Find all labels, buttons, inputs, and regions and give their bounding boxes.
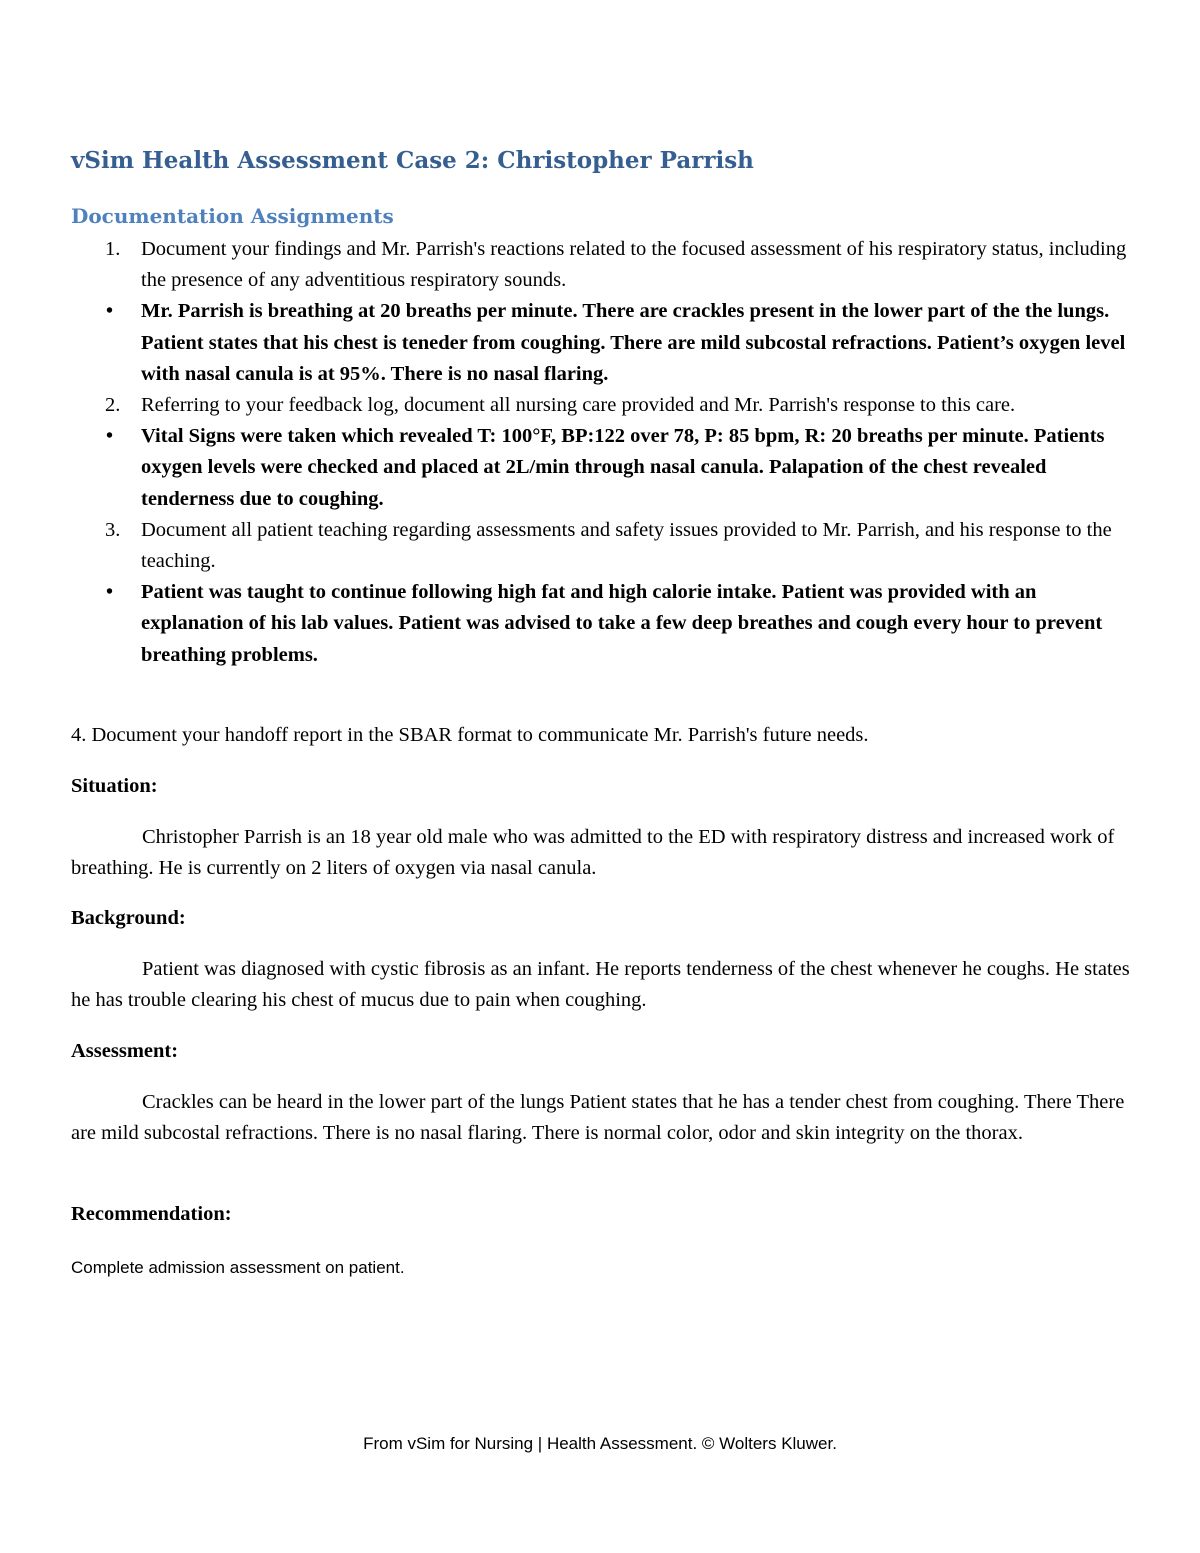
item-text: Vital Signs were taken which revealed T: 100°F, BP:122 over 78, P: 85 bpm, R: 20 breaths per minute. Patients oxygen levels were checked and placed at 2L/min through nasal canula. Palapation of the chest revealed tenderness due to coughing. [141,425,1105,510]
background-heading: Background: [71,907,186,929]
page-footer: From vSim for Nursing | Health Assessment. © Wolters Kluwer. [363,1434,837,1453]
document-title: vSim Health Assessment Case 2: Christopher Parrish [71,147,754,174]
recommendation-heading: Recommendation: [71,1203,232,1225]
list-number: 1. [105,238,121,260]
situation-heading: Situation: [71,775,158,797]
assessment-text: Crackles can be heard in the lower part of the lungs Patient states that he has a tender chest from coughing. There There are mild subcostal refractions. There is no nasal flaring. There is normal color, odor and skin integrity on the thorax. [71,1091,1125,1145]
bullet-icon: • [106,581,114,604]
item-text: Referring to your feedback log, document all nursing care provided and Mr. Parrish's response to this care. [141,394,1016,417]
list-number: 3. [105,518,121,541]
section-subtitle: Documentation Assignments [71,204,394,228]
item-four: 4. Document your handoff report in the SBAR format to communicate Mr. Parrish's future needs. [71,724,869,746]
recommendation-text: Complete admission assessment on patient. [71,1258,405,1277]
list-number: 2. [105,394,121,417]
list-item [71,296,1131,390]
list-item [71,390,1131,421]
bullet-icon: • [106,300,114,323]
list-item [71,577,1131,671]
assessment-heading: Assessment: [71,1040,179,1062]
item-text: Mr. Parrish is breathing at 20 breaths per minute. There are crackles present in the lower part of the the lungs. Patient states that his chest is teneder from coughing. There are mild subcostal refractions. Patient’s oxygen level with nasal canula is at 95%. There is no nasal flaring. [141,300,1126,385]
assignment-list [71,234,1131,671]
item-text: Document all patient teaching regarding assessments and safety issues provided to Mr. Parrish, and his response to the teaching. [141,518,1112,573]
list-item [71,234,1131,296]
item-text: Document your findings and Mr. Parrish's reactions related to the focused assessment of his respiratory status, including the presence of any adventitious respiratory sounds. [141,238,1127,292]
item-text: Patient was taught to continue following high fat and high calorie intake. Patient was provided with an explanation of his lab values. Patient was advised to take a few deep breathes and cough every hour to prevent breathing problems. [141,581,1103,666]
background-text: Patient was diagnosed with cystic fibrosis as an infant. He reports tenderness of the chest whenever he coughs. He states he has trouble clearing his chest of mucus due to pain when coughing. [71,958,1130,1012]
list-item [71,515,1131,577]
situation-text: Christopher Parrish is an 18 year old male who was admitted to the ED with respiratory distress and increased work of breathing. He is currently on 2 liters of oxygen via nasal canula. [71,826,1115,880]
bullet-icon: • [106,425,114,448]
list-item [71,421,1131,515]
